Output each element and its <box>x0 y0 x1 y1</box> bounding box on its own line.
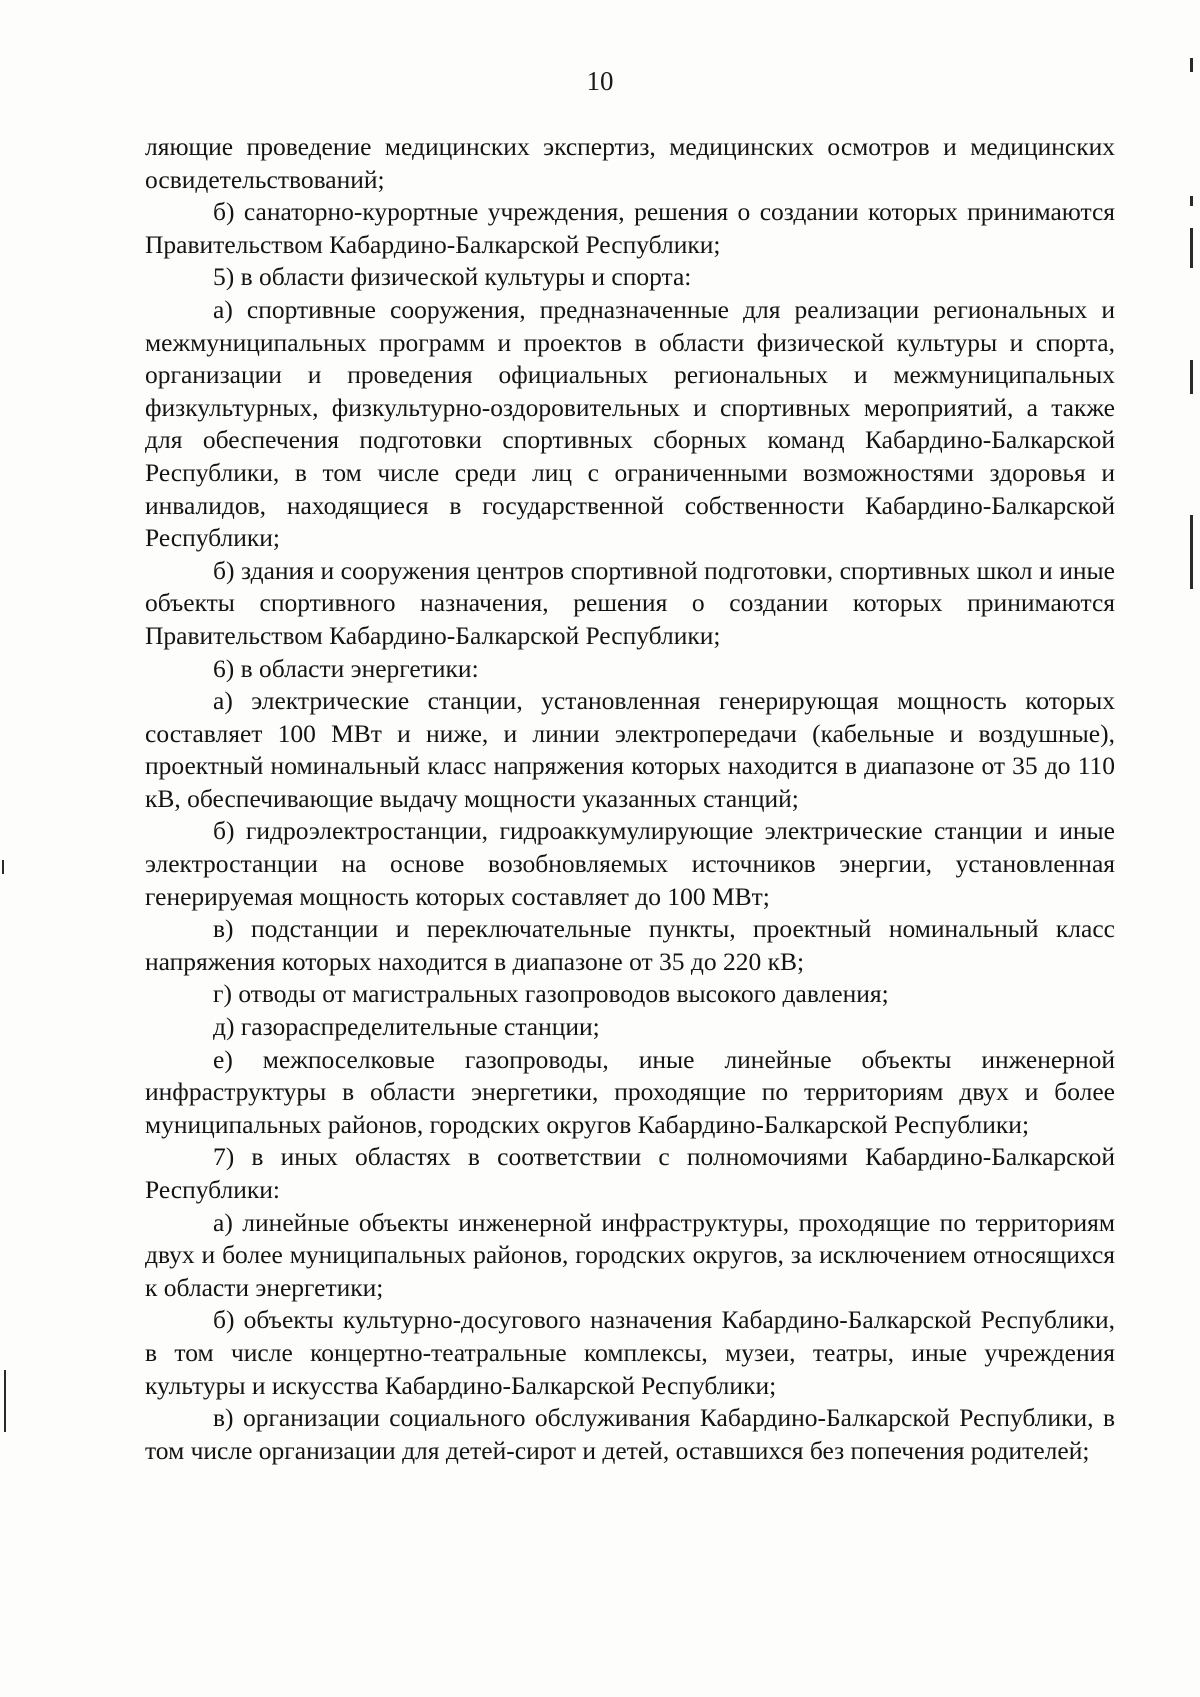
scan-mark <box>1190 196 1193 206</box>
scan-mark <box>1190 515 1193 589</box>
paragraph: а) спортивные сооружения, предназначенные для реализации региональных и межмуниципальных программ и проектов в области физической культуры и спорта, организации и проведения официальных региональных и межмуниципальных физкультурных, физкультурно-оздоровительных и спортивных мероприятий, а также для обеспечения подготовки спортивных сборных команд Кабардино-Балкарской Республики, в том числе среди лиц с ограниченными возможностями здоровья и инвалидов, находящиеся в государственной собственности Кабардино-Балкарской Республики; <box>145 294 1115 553</box>
paragraph: 6) в области энергетики: <box>213 653 479 683</box>
document-body <box>145 131 1115 1467</box>
paragraph: б) санаторно-курортные учреждения, решения о создании которых принимаются Правительством Кабардино-Балкарской Республики; <box>145 197 1115 259</box>
paragraph: 7) в иных областях в соответствии с полномочиями Кабардино-Балкарской Республики: <box>145 1142 1115 1204</box>
paragraph: б) объекты культурно-досугового назначения Кабардино-Балкарской Республики, в том числе концертно-театральные комплексы, музеи, театры, иные учреждения культуры и искусства Кабардино-Балкарской Республики; <box>145 1305 1115 1400</box>
paragraph: е) межпоселковые газопроводы, иные линейные объекты инженерной инфраструктуры в области энергетики, проходящие по территориям двух и более муниципальных районов, городских округов Кабардино-Балкарской Республики; <box>145 1044 1115 1139</box>
paragraph: б) гидроэлектростанции, гидроаккумулирующие электрические станции и иные электростанции на основе возобновляемых источников энергии, установленная генерируемая мощность которых составляет до 100 МВт; <box>145 816 1115 911</box>
paragraph: 5) в области физической культуры и спорта: <box>213 262 692 292</box>
paragraph: а) электрические станции, установленная генерирующая мощность которых составляет 100 МВт и ниже, и линии электропередачи (кабельные и воздушные), проектный номинальный класс напряжения которых находится в диапазоне от 35 до 110 кВ, обеспечивающие выдачу мощности указанных станций; <box>145 686 1115 813</box>
paragraph: г) отводы от магистральных газопроводов высокого давления; <box>213 979 889 1009</box>
paragraph: д) газораспределительные станции; <box>213 1012 600 1042</box>
scan-mark <box>4 1370 6 1432</box>
paragraph: б) здания и сооружения центров спортивной подготовки, спортивных школ и иные объекты спортивного назначения, решения о создании которых принимаются Правительством Кабардино-Балкарской Республики; <box>145 555 1115 650</box>
paragraph: а) линейные объекты инженерной инфраструктуры, проходящие по территориям двух и более муниципальных районов, городских округов, за исключением относящихся к области энергетики; <box>145 1207 1115 1302</box>
scan-mark <box>2 860 4 874</box>
scan-mark <box>1190 228 1193 268</box>
scan-mark <box>1190 58 1193 72</box>
paragraph: в) подстанции и переключательные пункты, проектный номинальный класс напряжения которых находится в диапазоне от 35 до 220 кВ; <box>145 914 1115 976</box>
paragraph: в) организации социального обслуживания Кабардино-Балкарской Республики, в том числе организации для детей-сирот и детей, оставшихся без попечения родителей; <box>145 1403 1115 1465</box>
scan-mark <box>1190 360 1193 394</box>
page-number: 10 <box>586 66 614 96</box>
paragraph: ляющие проведение медицинских экспертиз, медицинских осмотров и медицинских освидетельствований; <box>145 132 1115 194</box>
